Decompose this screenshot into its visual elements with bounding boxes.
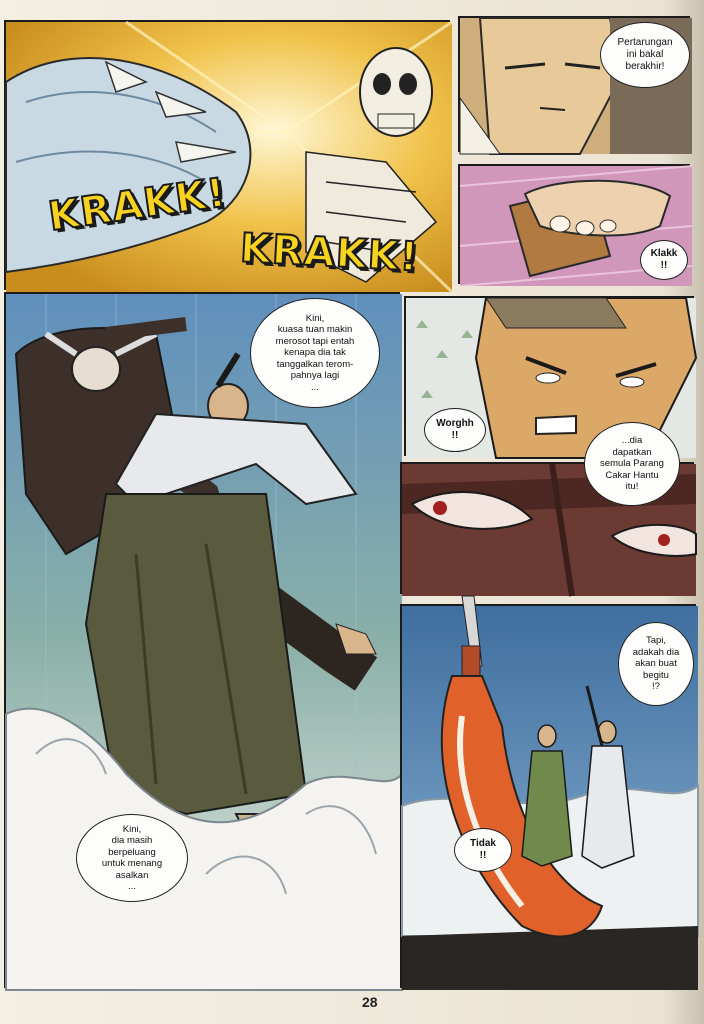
speech-bubble: Tapi, adakah dia akan buat begitu !? bbox=[618, 622, 694, 706]
speech-bubble: Kini, kuasa tuan makin merosot tapi entah kenapa dia tak tanggalkan terom- pahnya lagi ... bbox=[250, 298, 380, 408]
speech-bubble: Worghh !! bbox=[424, 408, 486, 452]
speech-bubble: ...dia dapatkan semula Parang Cakar Hantu itu! bbox=[584, 422, 680, 506]
panel-geta-foot bbox=[458, 164, 690, 284]
sfx-krakk-2: KRAKK! bbox=[238, 225, 421, 281]
panel-leaping-samurai bbox=[4, 292, 400, 988]
speech-bubble: Tidak !! bbox=[454, 828, 512, 872]
page-number: 28 bbox=[362, 994, 378, 1010]
speech-bubble: Klakk !! bbox=[640, 240, 688, 280]
speech-bubble: Kini, dia masih berpeluang untuk menang asalkan ... bbox=[76, 814, 188, 902]
panel-angry-face bbox=[404, 296, 694, 493]
speech-bubble: Pertarungan ini bakal berakhir! bbox=[600, 22, 690, 88]
panel-cursed-blade bbox=[400, 604, 696, 988]
sfx-krakk-1: KRAKK! bbox=[45, 169, 230, 241]
panel-calm-face bbox=[458, 16, 690, 152]
panel-dragon-skeleton bbox=[4, 20, 450, 290]
